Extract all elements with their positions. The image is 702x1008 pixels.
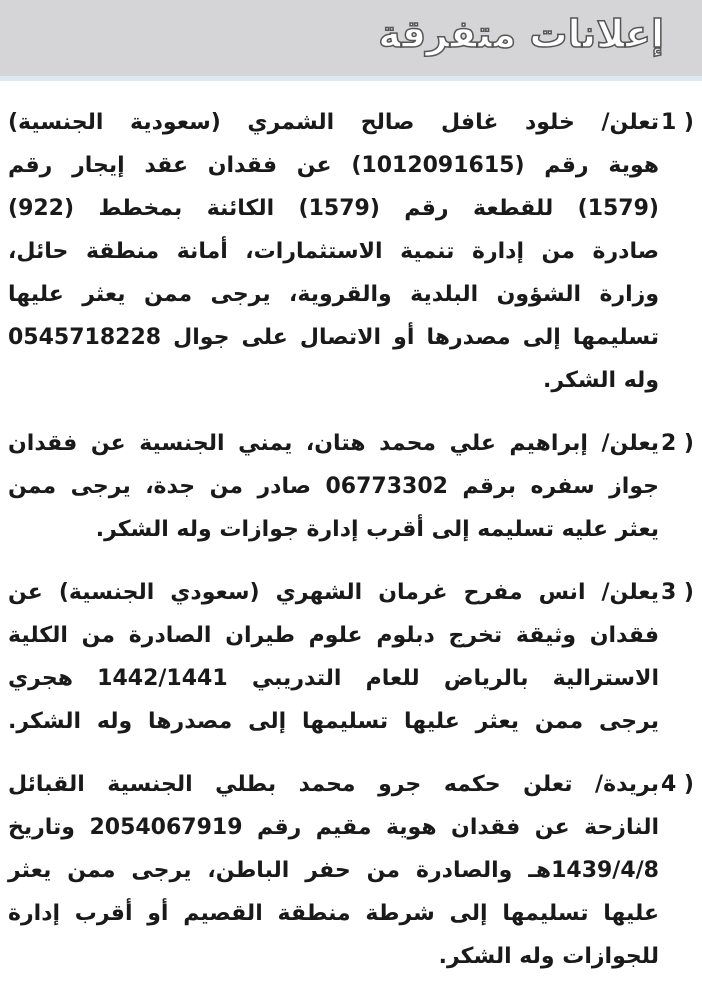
section-title: إعلانات متفرقة bbox=[378, 12, 664, 56]
ad-line: يعلن/ انس مفرح غرمان الشهري (سعودي الجنسية) عن bbox=[8, 580, 659, 605]
ad-line: الاسترالية بالرياض للعام التدريبي 1442/1441 هجري bbox=[8, 666, 659, 691]
ad-number: 1 ) bbox=[660, 110, 694, 135]
ad-line: جواز سفره برقم 06773302 صادر من جدة، يرجى ممن bbox=[8, 474, 659, 499]
ad-number: 2 ) bbox=[660, 431, 694, 456]
section-header bbox=[0, 0, 702, 81]
ad-line: بريدة/ تعلن حكمه جرو محمد بطلي الجنسية القبائل bbox=[8, 772, 659, 797]
ad-line: تعلن/ خلود غافل صالح الشمري (سعودية الجنسية) bbox=[8, 110, 659, 135]
ad-line: يرجى ممن يعثر عليها تسليمها إلى مصدرها وله الشكر. bbox=[8, 709, 659, 734]
ad-line: فقدان وثيقة تخرج دبلوم علوم طيران الصادرة من الكلية bbox=[8, 623, 659, 648]
ad-line: صادرة من إدارة تنمية الاستثمارات، أمانة منطقة حائل، bbox=[8, 239, 659, 264]
ad-item-3 bbox=[8, 571, 694, 743]
ad-line: تسليمها إلى مصدرها أو الاتصال على جوال 0545718228 bbox=[8, 325, 659, 350]
ad-line: وزارة الشؤون البلدية والقروية، يرجى ممن يعثر عليها bbox=[8, 282, 659, 307]
ad-number: 4 ) bbox=[660, 772, 694, 797]
ad-line: وله الشكر. bbox=[543, 368, 659, 393]
ad-line: (1579) للقطعة رقم (1579) الكائنة بمخطط (922) bbox=[8, 196, 659, 221]
ad-line: يعلن/ إبراهيم علي محمد هتان، يمني الجنسية عن فقدان bbox=[8, 431, 659, 456]
ad-item-1 bbox=[8, 101, 694, 402]
ad-line: هوية رقم (1012091615) عن فقدان عقد إيجار رقم bbox=[8, 153, 659, 178]
ad-line: النازحة عن فقدان هوية مقيم رقم 2054067919 وتاريخ bbox=[8, 815, 659, 840]
ad-line: عليها تسليمها إلى شرطة منطقة القصيم أو أقرب إدارة bbox=[8, 901, 659, 926]
ad-line: للجوازات وله الشكر. bbox=[438, 944, 659, 969]
ad-item-2 bbox=[8, 422, 694, 551]
ads-list bbox=[0, 81, 702, 1008]
ad-number: 3 ) bbox=[660, 580, 694, 605]
ad-item-4 bbox=[8, 763, 694, 978]
ad-line: يعثر عليه تسليمه إلى أقرب إدارة جوازات وله الشكر. bbox=[95, 517, 659, 542]
ad-line: 1439/4/8هـ والصادرة من حفر الباطن، يرجى ممن يعثر bbox=[8, 858, 659, 883]
